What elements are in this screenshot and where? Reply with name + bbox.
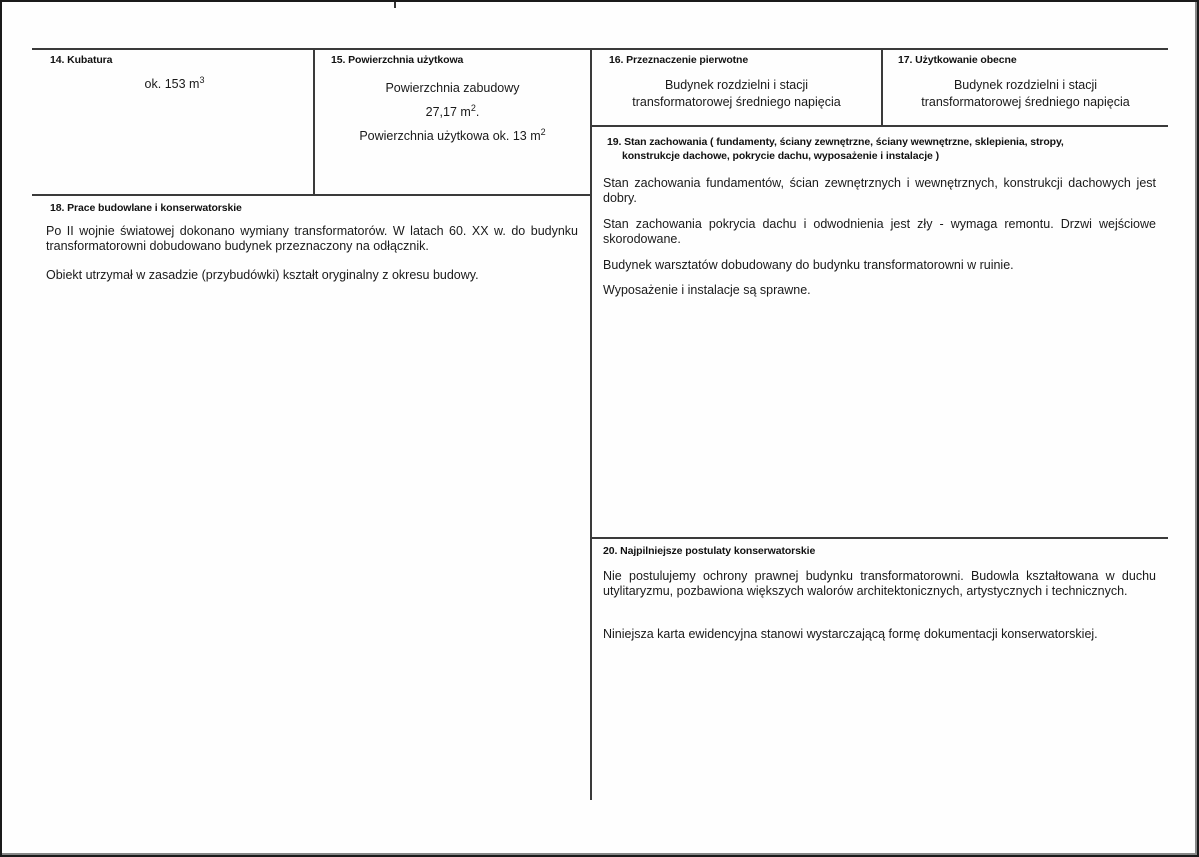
sec16-line2: transformatorowej średniego napięcia (632, 95, 841, 109)
zabudowy-value (315, 100, 590, 124)
section-16-body (592, 77, 881, 111)
section-16-title: 16. Przeznaczenie pierwotne (609, 54, 749, 66)
section-14-value (42, 75, 307, 93)
sec17-line2: transformatorowej średniego napięcia (921, 95, 1130, 109)
sec19-paragraph-4: Wyposażenie i instalacje są sprawne. (603, 283, 811, 297)
uzytkowa-sup: 2 (540, 126, 546, 137)
sec19-paragraph-1: Stan zachowania fundamentów, ścian zewnętrznych i wewnętrznych, konstrukcji dachowych jest dobry. (603, 176, 1156, 205)
rule-above-19 (592, 125, 1168, 127)
record-card (2, 2, 1197, 855)
sec19-paragraph-3: Budynek warsztatów dobudowany do budynku transformatorowni w ruinie. (603, 258, 1014, 272)
kubatura-unit-sup: 3 (199, 74, 205, 85)
uzytkowa-text: Powierzchnia użytkowa ok. 13 m (359, 129, 541, 143)
sec20-paragraph-2: Niniejsza karta ewidencyjna stanowi wystarczającą formę dokumentacji konserwatorskiej. (603, 627, 1098, 641)
scan-mark (394, 2, 396, 8)
section-19-title-line1: 19. Stan zachowania ( fundamenty, ściany zewnętrzne, ściany wewnętrzne, sklepienia, stropy, (607, 136, 1064, 148)
zabudowy-dot: . (475, 105, 480, 119)
kubatura-value: ok. 153 m (144, 77, 200, 91)
section-15-body (315, 76, 590, 148)
zabudowy-number: 27,17 m (425, 105, 471, 119)
section-17-title: 17. Użytkowanie obecne (898, 54, 1017, 66)
sec20-paragraph-1: Nie postulujemy ochrony prawnej budynku transformatorowni. Budowla kształtowana w duchu utylitaryzmu, pozbawiona większych walorów architektonicznych, artystycznych i technicznych. (603, 569, 1156, 598)
section-18-title: 18. Prace budowlane i konserwatorskie (50, 202, 242, 214)
section-14-title: 14. Kubatura (50, 54, 113, 66)
zabudowy-sup: 2 (470, 102, 476, 113)
sec18-paragraph-2: Obiekt utrzymał w zasadzie (przybudówki) kształt oryginalny z okresu budowy. (46, 268, 479, 282)
sec18-paragraph-1: Po II wojnie światowej dokonano wymiany transformatorów. W latach 60. XX w. do budynku transformatorowni dobudowano budynek przeznaczony na odłącznik. (46, 224, 578, 253)
section-20-title: 20. Najpilniejsze postulaty konserwatorskie (603, 545, 816, 557)
rule-above-20 (592, 537, 1168, 539)
sec16-line1: Budynek rozdzielni i stacji (664, 78, 809, 92)
section-15-title: 15. Powierzchnia użytkowa (331, 54, 464, 66)
sec19-paragraph-2: Stan zachowania pokrycia dachu i odwodnienia jest zły - wymaga remontu. Drzwi wejściowe skorodowane. (603, 217, 1156, 246)
rule-above-18 (32, 194, 590, 196)
section-19-title-line2: konstrukcje dachowe, pokrycie dachu, wyposażenie i instalacje ) (622, 150, 939, 162)
zabudowy-label: Powierzchnia zabudowy (385, 81, 520, 95)
top-rule (32, 48, 1168, 50)
section-17-body (883, 77, 1168, 111)
sec17-line1: Budynek rozdzielni i stacji (953, 78, 1098, 92)
center-divider (590, 48, 592, 800)
uzytkowa-value (315, 124, 590, 148)
